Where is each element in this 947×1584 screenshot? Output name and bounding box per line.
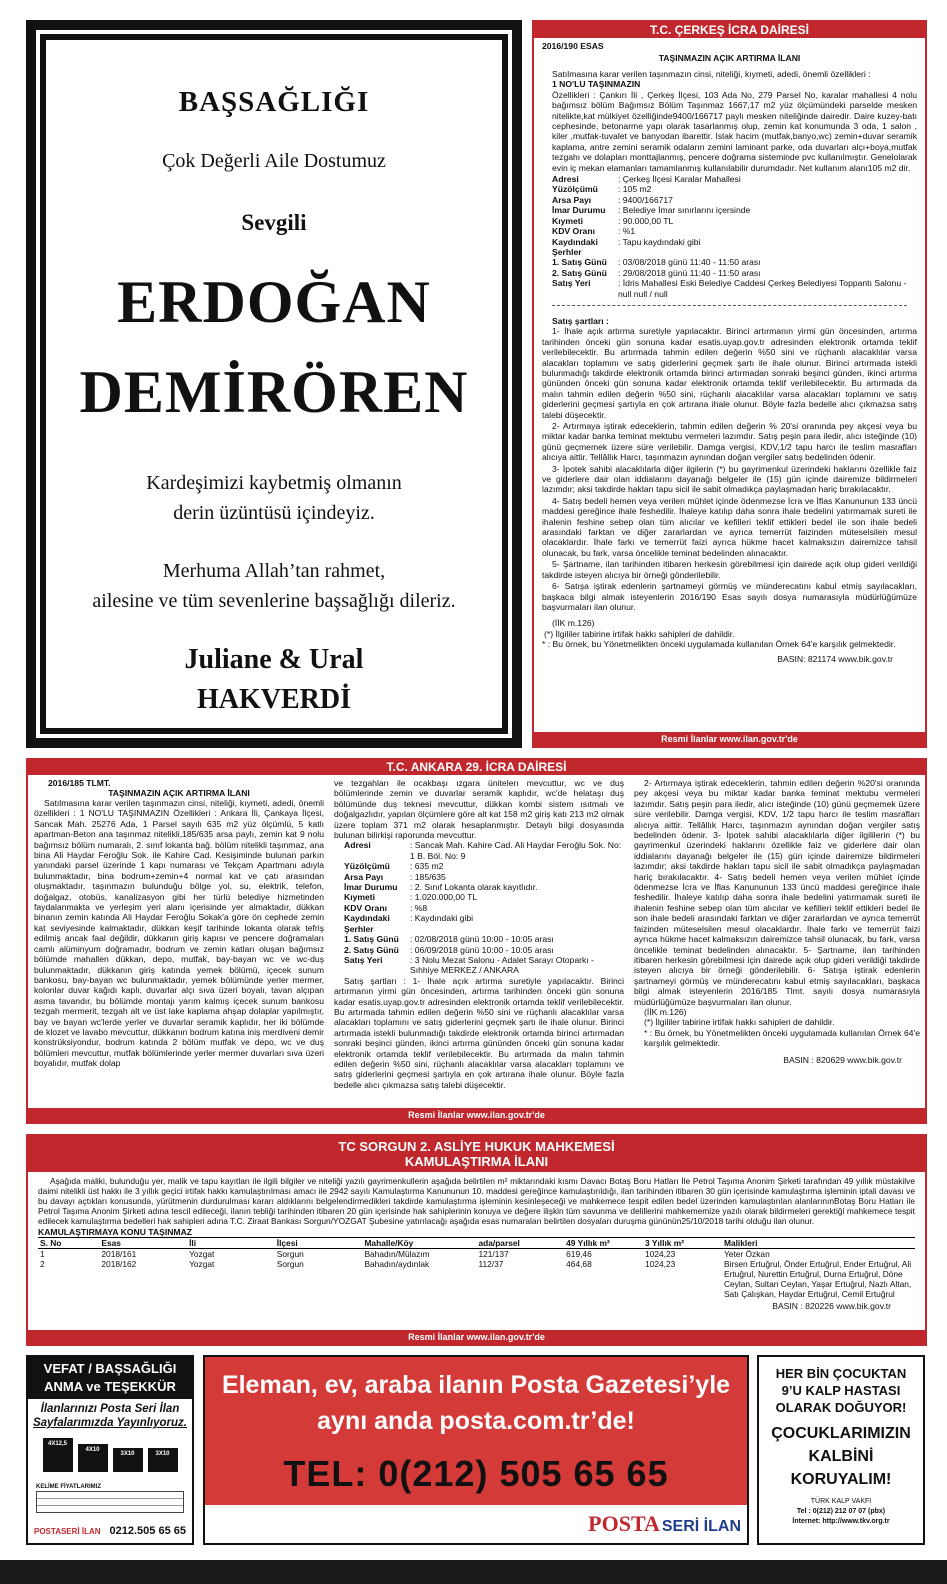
detail-value: : 185/635 <box>410 871 446 882</box>
posta-classifieds-ad <box>203 1355 749 1545</box>
table-title: KAMULAŞTIRMAYA KONU TAŞINMAZ <box>38 1227 193 1237</box>
detail-value: : Sancak Mah. Kahire Cad. Ali Haydar Feroğlu Sok. No: 1 B. Böl. No: 9 <box>410 840 622 861</box>
column-header: S. No <box>38 1238 99 1249</box>
notice-title: TAŞINMAZIN AÇIK ARTIRMA İLANI <box>108 788 250 798</box>
detail-key: Adresi <box>344 840 371 851</box>
ad-slogan-1: ÇOCUKLARIMIZIN <box>771 1425 911 1442</box>
detail-key: 2. Satış Günü <box>552 267 607 278</box>
signature-line2: HAKVERDİ <box>196 684 351 715</box>
condolence-msg1: Kardeşimizi kaybetmiş olmanın <box>146 472 402 494</box>
detail-row <box>552 257 917 267</box>
detail-key: KDV Oranı <box>552 226 595 237</box>
condolence-title: BAŞSAĞLIĞI <box>178 86 370 118</box>
condolence-msg4: ailesine ve tüm sevenlerine başsağlığı dileriz. <box>92 590 456 612</box>
column-header: İlçesi <box>275 1238 363 1249</box>
table-cell: 2018/161 <box>101 1249 137 1259</box>
table-cell: Bahadın/Mülazım <box>364 1249 430 1259</box>
detail-value: : 29/08/2018 günü 11:40 - 11:50 arası <box>618 267 761 278</box>
detail-key: 2. Satış Günü <box>344 944 399 955</box>
detail-value: : %8 <box>410 902 428 913</box>
ad-subtitle-2: Sayfalarımızda Yayınlıyoruz. <box>32 1417 188 1429</box>
detail-value: : 9400/166717 <box>618 194 673 205</box>
detail-key: Kaydındaki Şerhler <box>552 236 598 257</box>
detail-value: : 635 m2 <box>410 861 444 872</box>
detail-key: Yüzölçümü <box>344 861 390 872</box>
detail-value: : 06/09/2018 günü 10:00 - 10:05 arası <box>410 944 554 955</box>
note-1: (*) İlgililer tabirine irtifak hakkı sahipleri de dahildir. <box>544 628 735 639</box>
conditions-title: Satış şartları : <box>552 315 609 326</box>
ankara-auction-notice <box>26 758 927 1124</box>
column-header: 3 Yıllık m² <box>643 1238 722 1249</box>
detail-key: Adresi <box>552 174 579 185</box>
note-1: (*) İlgililer tabirine irtifak hakkı sahipleri de dahildir. <box>644 1017 835 1028</box>
condolence-notice <box>26 20 522 748</box>
table-cell: Birsen Ertuğrul, Önder Ertuğrul, Ender Ertuğrul, Ali Ertuğrul, Nurettin Ertuğrul, Durna Ertuğrul, Döne Ceylan, Sultan Ceylan, Yaşar Ertuğrul, Nazlı Altan, Satı Çalışkan, Haydar Ertuğrul, Cemil Ertuğrul <box>723 1259 912 1299</box>
table-cell: Bahadın/aydınlak <box>364 1259 430 1269</box>
column-header: Esas <box>99 1238 187 1249</box>
ad-slogan-2: KALBİNİ <box>808 1448 874 1465</box>
detail-key: Kıymeti <box>552 215 584 226</box>
detail-row <box>552 195 917 205</box>
price-table <box>36 1491 184 1513</box>
deceased-last-name: DEMİRÖREN <box>79 359 469 425</box>
table-cell: 1024,23 <box>645 1259 676 1269</box>
condolence-line1: Çok Değerli Aile Dostumuz <box>162 150 386 172</box>
detail-key: Satış Yeri <box>552 278 591 289</box>
column-1-text: Satılmasına karar verilen taşınmazın cinsi, niteliği, kıymeti, adedi, önemli özellikleri : 1 NO'LU TAŞINMAZIN Özellikleri : Ankara İli, Çankaya İlçesi, Sancak Mah. 25276 Ada, 1 Parsel sayılı 635 m2 yüz ölçümlü, 5 katlı apartman-Beton ana taşınmaz nitelikli,185/635 arsa paylı, zemin kat 9 nolu bağımsız bölüm numaralı, 2. sınıf lokanta bağ. bölüm nitelikli taşınmaz, ana bina Ali Haydar Feroğlu Sok. ile Kahire Cad. Kesişiminde bulunan parkın yanındaki parsel üzerinde 1 kapı numarası ve Tekçam Apartmanı adıyla bulunmaktadır, bina bodrum+zemin+4 normal kat ve çatı arasından oluşmaktadır, taşınmazın bulunduğu bölge yol, su, elektrik, telefon, doğalgaz, otobüs, kanalizasyon gibi her türlü belediye hizmetinden faydalanmakta ve yerleşim yeri alanı içerisinde yer almaktadır, dükkan binanın zemin katında Ali Haydar Feroğlu Sokak'a göre ön cephede zemin kat seviyesinde kalmaktadır, dükkan keşif tarihinde lokanta olarak tefriş edilmiş ancak faal değildir, dükkanın giriş kapısı ve pencere doğramaları camlı alüminyum doğramadır, bodrum ve zemin katları oluşan bağımsız bölümde mahallen dükkan, depo, mutfak, bay-bayan wc ve wc-duş bulunmaktadır, dükkanın giriş katında yemek bölümü, içecek sunum bankosu, bay-bayan wc bulunmaktadır, yemek bölümünde yerler mermer, kolonlar duvar kağıdı kaplı, duvarlar alçı sıva üzeri boyalı, tavan alçıpan asma tavandır, bu bölümde montajı yarım kalmış içecek sunum bankosu tezgah mermerit, tezgah alt ve üst lake kaplama ahşap dolaplar yapılmıştır, bay ve bayan wc'lerde yerler ve duvarlar seramik kaplıdır, her iki bölümde de klozet ve lavabo mevcuttur, dükkanın bodrum katına iniş merdiveni demir konstrüksiyondur, bodrum katında 2 bölüm mutfak ve depo, wc ve duş bölümleri mevcuttur, mutfak bölümlerinde yerler mermer duvarları sıva üzeri boyalıdır, mutfak dolap <box>34 798 324 1069</box>
column-2-text: ve tezgahları ile ocakbaşı ızgara ünitelerı mevcuttur, wc ve duş bölümlerinde zemin ve duvarlar seramik kaplıdır, wc'de helataşı duş bölümünde duş teknesi mevcuttur, dükkan kombi sistem ısıtmalı ve doğalgazlıdır, yapılan ölçümlere göre alt kat 158 m2 giriş katı 213 m2 olmak üzere toplam 371 m2 olarak hesaplanmıştır. Detaylı bilgi dosyasında bulunan bilirkişi raporunda mevcuttur. <box>334 778 624 841</box>
table-cell: 112/37 <box>478 1259 504 1269</box>
org-website: İnternet: http://www.tkv.org.tr <box>792 1518 890 1525</box>
note-2: * : Bu örnek, bu Yönetmelikten önceki uygulamada kullanılan Örnek 64'e karşılık gelmektedir. <box>644 1027 920 1049</box>
property-features: Özellikleri : Çankırı İli , Çerkeş İlçesi, 103 Ada No, 279 Parsel No, karalar mahallesi 4 nolu bağımsız bölüm Bağımsız Bölüm Taşınmaz 1667,17 m2 yüz ölçümündeki parselde mesken nitelikte,kat mülkiyet özelliğinde9400/166717 paylı mesken niteliğinde dairedir. Daire kuzey-batı cephesinde, betonarme yapı olarak tasarlanmış olup, zemin kat konumunda 3 oda, 1 salon , kiler ,mutfak-tuvalet ve banyodan ibarettir. Islak hacim (mutfak,banyo,wc) zemin+duvar seramik kaplama, antre zemini seramik odaların zemini laminant parke, oda duvarları alçı+boya,mutfak tezgahı ve dolapları monttajlanmış, pencere doğrama sisteminde pvc kullanılmıştır. Genelolarak evin iç mekan elamanları tamamlanmış kullanılabilir durumdadır. Net kullanım alanı105 m2 dir. <box>552 89 917 173</box>
ad-line-1: Eleman, ev, araba ilanın Posta Gazetesi’yle <box>221 1371 731 1399</box>
condolence-msg3: Merhuma Allah’tan rahmet, <box>162 560 386 582</box>
condition-item: 1- İhale açık artırma suretiyle yapılacaktır. Birinci artırmanın yirmi gün öncesinden, artırma tarihinden önceki gün sonuna kadar esatis.uyap.gov.tr adresinden elektronik ortamda teklif verilebilecektir. Bu artırmada tahmin edilen değerin %50 sini ve rüçhanlı alacaklılar varsa alacakları toplamını ve satış giderlerini geçmek şartı ile ihale olunur. Birinci artırmada istekli bulunmadığı takdirde elektronik ortamda birinci artırmadan sonraki beşinci günden, ikinci artırma gününden önceki gün sonuna kadar elektronik ortamda teklif verilebilecektir. Bu artırmada da malın tahmin edilen değerin %50 sini, rüçhanlı alacaklılar varsa alacakları toplamını ve satış giderlerini geçmesi şartıyla en çok artırana ihale olunur. Böyle fazla bedelle alıcı çıkmazsa satış talebi düşecektir. <box>542 326 917 420</box>
detail-row <box>552 278 917 299</box>
detail-value: : Belediye İmar sınırlarını içersinde <box>618 205 751 216</box>
ad-slogan-3: KORUYALIM! <box>790 1471 892 1488</box>
heart-foundation-ad <box>757 1355 925 1545</box>
notice-header: T.C. ANKARA 29. İCRA DAİRESİ <box>28 760 925 775</box>
ad-size-samples <box>28 1438 192 1472</box>
column-header: Malikleri <box>722 1238 915 1249</box>
detail-row <box>552 184 917 194</box>
column-3-text: 2- Artırmaya iştirak edeceklerin, tahmin edilen değerin %20'si oranında pey akçesi veya bu miktar kadar banka teminat mektubu vermeleri lazımdır. Satış peşin para iledir, alıcı isteğinde (10) günü geçmemek üzere süre verilebilir. Damga vergisi, KDV, 1/2 tapu harcı ile teslim masrafları alıcıya aittir. Tellâllık Harcı, taşınmazın aynından doğan vergiler satış bedelinden ödenir. 3- İpotek sahibi alacaklılarla diğer ilgililerin (*) bu gayrimenkul üzerindeki haklarını özellikle faiz ve giderlere dair olan iddialarını dayanağı belgeler ile (15) gün içinde dairemize bildirmeleri lazımdır; aksi takdirde hakları tapu sicil ile sabit olmadıkça paylaşmadan hariç bırakılacaktır. 4- Satış bedeli hemen veya verilen mühlet içinde ödenmezse İcra ve İflas Kanununun 133 üncü maddesi gereğince ihale feshedilir. İhaleye katılıp daha sonra ihale bedelini yatırmamak sureti ile ihalenin feshine sebep olan tüm alıcılar ve kefilleri teklif ettikleri bedel ile son ihale bedeli arasındaki farktan ve diğer zararlardan ve ayrıca temerrüt faizinden müteselsilen mesul olacaklardır. İhale farkı ve temerrüt faizi ayrıca hükme hacet kalmaksızın dairemizce tahsil olunacak, bu fark, varsa öncelikle teminat bedelinden alınacaktır. 5- Şartname, ilan tarihinden itibaren herkesin görebilmesi için dairede açık olup gideri verildiği takdirde isteyen alıcıya bir örneği gönderilebilir. 6- Satışa iştirak edenlerin şartnameyi görmüş ve münderecatını kabul etmiş sayılacakları, başkaca bilgi almak isteyenlerin 2016/185 Tlmt. sayılı dosya numarasıyla müdürlüğümüze başvurmaları ilan olunur. <box>634 778 920 1007</box>
logo-seri-ilan: SERİ İLAN <box>661 1518 741 1535</box>
price-table-title: KELİME FİYATLARIMIZ <box>36 1484 101 1490</box>
notice-footer: Resmi İlanlar www.ilan.gov.tr'de <box>28 1330 925 1344</box>
detail-key: 1. Satış Günü <box>552 257 607 268</box>
detail-row <box>344 903 624 913</box>
table-row <box>38 1249 915 1260</box>
detail-row <box>552 237 917 258</box>
condolence-line2: Sevgili <box>241 210 307 235</box>
property-no: 1 NO'LU TAŞINMAZIN <box>552 79 641 90</box>
detail-row <box>344 913 624 934</box>
table-header-row <box>38 1238 915 1249</box>
divider <box>552 305 907 306</box>
detail-row <box>344 840 624 861</box>
column-header: ada/parsel <box>476 1238 564 1249</box>
ad-headline-3: OLARAK DOĞUYOR! <box>775 1400 907 1415</box>
detail-key: KDV Oranı <box>344 902 387 913</box>
detail-value: : 03/08/2018 günü 11:40 - 11:50 arası <box>618 257 761 268</box>
column-header: 49 Yıllık m² <box>564 1238 643 1249</box>
table-cell: Sorgun <box>276 1249 304 1259</box>
detail-row <box>344 872 624 882</box>
ad-size-sample: 3X10 <box>148 1448 178 1472</box>
posta-seri-ilan-logo <box>588 1511 741 1537</box>
detail-row <box>552 216 917 226</box>
table-cell: 121/137 <box>478 1249 509 1259</box>
detail-value: : 90.000,00 TL <box>618 215 674 226</box>
brand-logo: POSTASERİ İLAN <box>34 1526 101 1536</box>
detail-row <box>344 892 624 902</box>
detail-row <box>552 268 917 278</box>
table-cell: Yozgat <box>189 1259 215 1269</box>
detail-value: : Kaydındaki gibi <box>410 913 474 924</box>
table-cell: 619,46 <box>566 1249 592 1259</box>
ad-heading-2: ANMA ve TEŞEKKÜR <box>44 1379 176 1394</box>
table-row <box>38 1259 915 1299</box>
logo-posta: POSTA <box>588 1511 660 1536</box>
condition-item: 6- Satışa iştirak edenlerin şartnameyi görmüş ve münderecatını kabul etmiş sayılacakları, başkaca bilgi almak isteyenlerin 2016/190 Esas sayılı dosya numarasıyla müdürlüğümüze başvurmaları ilan olunur. <box>542 581 917 612</box>
ad-size-sample: 4X10 <box>78 1444 108 1472</box>
esas-number: 2016/185 TLMT. <box>48 778 111 788</box>
court-name: TC SORGUN 2. ASLİYE HUKUK MAHKEMESİ <box>338 1139 615 1154</box>
detail-row <box>552 205 917 215</box>
detail-key: İmar Durumu <box>552 205 606 216</box>
ad-subtitle <box>28 1402 192 1430</box>
signature-line1: Juliane & Ural <box>184 644 364 675</box>
ad-subtitle-1: İlanlarınızı Posta Seri İlan <box>40 1403 180 1415</box>
detail-value: : %1 <box>618 226 636 237</box>
org-name: TÜRK KALP VAKFI <box>810 1498 872 1505</box>
expropriation-table <box>38 1237 915 1299</box>
detail-key: 1. Satış Günü <box>344 934 399 945</box>
notice-title: TAŞINMAZIN AÇIK ARTIRMA İLANI <box>658 53 801 63</box>
column-header: Mahalle/Köy <box>362 1238 476 1249</box>
intro-text: Satılmasına karar verilen taşınmazın cinsi, niteliği, kıymeti, adedi, önemli özellikleri : <box>552 69 871 79</box>
ad-size-sample: 4X12,5 <box>43 1438 73 1472</box>
detail-value: : 2. Sınıf Lokanta olarak kayıtlıdır. <box>410 882 538 893</box>
basin-ref: BASIN : 820226 www.bik.gov.tr <box>772 1301 891 1311</box>
ad-headline-1: HER BİN ÇOCUKTAN <box>775 1366 907 1381</box>
detail-value: : Tapu kaydındaki gibi <box>618 236 701 247</box>
condition-item: 4- Satış bedeli hemen veya verilen mühlet içinde ödenmezse İcra ve İflas Kanununun 133 üncü maddesi gereğince ihale feshedilir. İhaleye katılıp daha sonra ihale bedelini yatırmamak sureti ile ihalenin feshine sebep olan tüm alıcılar ve kefilleri teklif ettikleri bedel ile son ihale bedeli arasındaki farktan ve diğer zararlardan ve ayrıca temerrüt faizinden müteselsilen mesul olacaklardır. İhale farkı ve temerrüt faizi ayrıca hükme hacet kalmaksızın dairemizce tahsil olunacak, bu fark, varsa öncelikle teminat bedelinden alınacaktır. <box>542 495 917 558</box>
detail-key: İmar Durumu <box>344 882 398 893</box>
detail-key: Satış Yeri <box>344 954 383 965</box>
table-cell: 1024,23 <box>645 1249 676 1259</box>
conditions-list <box>542 326 917 612</box>
column-header: İli <box>187 1238 275 1249</box>
condition-item: 3- İpotek sahibi alacaklılarla diğer ilgilerin (*) bu gayrimenkul üzerindeki haklarını özellikle faiz ve giderlere dair olan iddialarını dayanağı belgeler ile (15) gün içinde dairemize bildirmeleri lazımdır; aksi takdirde hakları tapu sicil ile sabit olmadıkça paylaşmadan hariç bırakılacaktır. <box>542 463 917 495</box>
ad-header <box>28 1357 192 1399</box>
ad-heading-1: VEFAT / BAŞSAĞLIĞI <box>43 1361 177 1376</box>
note-2: * : Bu örnek, bu Yönetmelikten önceki uygulamada kullanılan Örnek 64'e karşılık gelmektedir. <box>542 639 896 650</box>
notice-header: T.C. ÇERKEŞ İCRA DAİRESİ <box>534 22 925 38</box>
detail-key: Yüzölçümü <box>552 184 598 195</box>
obituary-ad <box>26 1355 194 1545</box>
detail-value: : 3 Nolu Mezat Salonu - Adalet Sarayı Otoparkı - Sıhhiye MERKEZ / ANKARA <box>410 954 594 976</box>
detail-row <box>344 861 624 871</box>
deceased-first-name: ERDOĞAN <box>117 269 431 335</box>
table-cell: 2018/162 <box>101 1259 137 1269</box>
ad-telephone: TEL: 0(212) 505 65 65 <box>283 1453 669 1494</box>
detail-row <box>344 945 624 955</box>
ad-headline <box>759 1365 923 1416</box>
property-details <box>334 840 624 975</box>
law-ref: (İİK m.126) <box>552 618 595 629</box>
detail-row <box>344 934 624 944</box>
ad-line-2: aynı anda posta.com.tr’de! <box>317 1407 635 1435</box>
table-cell: 2 <box>40 1259 45 1269</box>
detail-value: : 105 m2 <box>618 184 652 195</box>
condition-item: 2- Artırmaya iştirak edeceklerin, tahmin edilen değerin % 20'si oranında pey akçesi veya bu miktar kadar banka teminat mektubu vermeleri lazımdır. Satış peşin para iledir, alıcı isteğinde (10) günü geçmemek üzere süre verilebilir. Damga vergisi, KDV,1/2 tapu harcı ile teslim masrafları alıcıya aittir. Tellâllık Harcı, taşınmazın aynından doğan vergiler satış bedelinden ödenir. <box>542 421 917 463</box>
table-cell: 1 <box>40 1249 45 1259</box>
table-cell: 464,68 <box>566 1259 592 1269</box>
basin-ref: BASIN: 821174 www.bik.gov.tr <box>777 653 893 664</box>
notice-footer: Resmi İlanlar www.ilan.gov.tr'de <box>28 1108 925 1122</box>
conditions-text: Satış şartları : 1- İhale açık artırma suretiyle yapılacaktır. Birinci artırmanın yirmi gün öncesinden, artırma tarihinden önceki gün sonuna kadar esatis.uyap.gov.tr adresinden elektronik ortamda teklif verilebilecektir. Bu artırmada tahmin edilen değerin %50 sini ve rüçhanlı alacaklılar varsa alacakları toplamını ve satış giderlerini geçmek şartı ile ihale olunur. Birinci artırmada istekli bulunmadığı takdirde elektronik ortamda birinci artırmadan sonraki beşinci günden, ikinci artırma gününden önceki gün sonuna kadar elektronik ortamda teklif verilebilecektir. Bu artırmada da malın tahmin edilen değerin %50 sini, rüçhanlı alacaklılar varsa alacakları toplamını ve satış giderlerini geçmesi şartıyla en çok artırana ihale olunur. Böyle fazla bedelle alıcı çıkmazsa satış talebi düşecektir. <box>334 975 624 1090</box>
detail-key: Arsa Payı <box>552 194 592 205</box>
esas-number: 2016/190 ESAS <box>542 41 604 51</box>
ad-org-info <box>759 1497 923 1527</box>
condition-item: 5- Şartname, ilan tarihinden itibaren herkesin görebilmesi için dairede açık olup gideri verildiği takdirde isteyen alıcıya bir örneği gönderilebilir. <box>542 559 917 580</box>
detail-row <box>344 882 624 892</box>
detail-row <box>552 226 917 236</box>
sorgun-expropriation-notice <box>26 1134 927 1346</box>
ad-headline-2: 9’U KALP HASTASI <box>781 1383 901 1398</box>
detail-value: : 02/08/2018 günü 10:00 - 10:05 arası <box>410 934 554 945</box>
cerkes-auction-notice <box>532 20 927 748</box>
ad-slogan <box>759 1422 923 1491</box>
detail-value: : 1.020.000,00 TL <box>410 892 478 903</box>
detail-key: Kaydındaki Şerhler <box>344 913 390 934</box>
condolence-msg2: derin üzüntüsü içindeyiz. <box>173 502 375 524</box>
detail-row <box>344 955 624 976</box>
ad-phone: 0212.505 65 65 <box>109 1525 186 1537</box>
detail-row <box>552 174 917 184</box>
property-details <box>542 174 917 299</box>
page-bottom-bar <box>0 1560 947 1584</box>
notice-header <box>28 1136 925 1172</box>
notice-footer: Resmi İlanlar www.ilan.gov.tr'de <box>534 732 925 746</box>
detail-value: : İdris Mahallesi Eski Belediye Caddesi Çerkeş Belediyesi Toppantı Salonu - null null / null <box>618 278 907 299</box>
ad-contact <box>34 1525 186 1537</box>
detail-value: : Çerkeş İlçesi Karalar Mahallesi <box>618 174 741 185</box>
detail-key: Kıymeti <box>344 892 376 903</box>
table-cell: Yozgat <box>189 1249 215 1259</box>
table-cell: Sorgun <box>276 1259 304 1269</box>
detail-key: Arsa Payı <box>344 871 384 882</box>
basin-ref: BASIN : 820629 www.bik.gov.tr <box>783 1054 902 1065</box>
org-phone: Tel : 0(212) 212 07 07 (pbx) <box>796 1508 886 1515</box>
expropriation-body: Aşağıda maliki, bulunduğu yer, malik ve tapu kayıtları ile ilgili bilgiler ve niteliği yazılı gayrimenkullerin aşağıda belirtilen m² miktarındaki kısmı Davacı Botaş Boru Hatları İle Petrol Taşıma Anonim Şirketi tarafından 49 yıllık müstakilve daimi nitelikli üst hakkı ile 3 yıllık geçici irtifak hakkı kamulaştırılması amacı ile 2942 sayılı Kamulaştırma Kanununun 10. maddesi gereğince kamulaştırıldığı, ilan tarihinden itibaren 30 gün içerisinde kamulaştırma işleminin iptali davası ve bu davayı açtıkları konusunda, yürütmenin durdurulması kararı aldıklarını belgelendirmedikleri takdirde kamulaştırma işleminin kesinleşeceği ve mahkemece tespit edilen bedel üzerinden kamulaştırılan alanlarınınBotaş Boru Hatları ile Petrol Taşıma Anonim Şirketi adına tescil edileceği, ilanın tebliği tarihinden itibaren 20 gün içerisinde hak sahiplerinin konuya ve değere ilişkin tüm savunma ve delillerini mahkememize yazılı olarak bildirmeleri gerektiği mahkemece tespit edilecek kamulaştırma bedelleri hak sahipleri adına T.C. Ziraat Bankası Sorgun/YOZGAT Şubesine yatırılacağı aşağıda esas numaraları belirtilen dosyaları duruşma gününün25/10/2018 tarihi olduğu ilan olunur. <box>38 1176 915 1226</box>
notice-title: KAMULAŞTIRMA İLANI <box>404 1154 549 1169</box>
law-ref: (İİK m.126) <box>644 1006 687 1017</box>
ad-size-sample: 3X10 <box>113 1448 143 1472</box>
table-cell: Yeter Özkan <box>723 1249 770 1259</box>
